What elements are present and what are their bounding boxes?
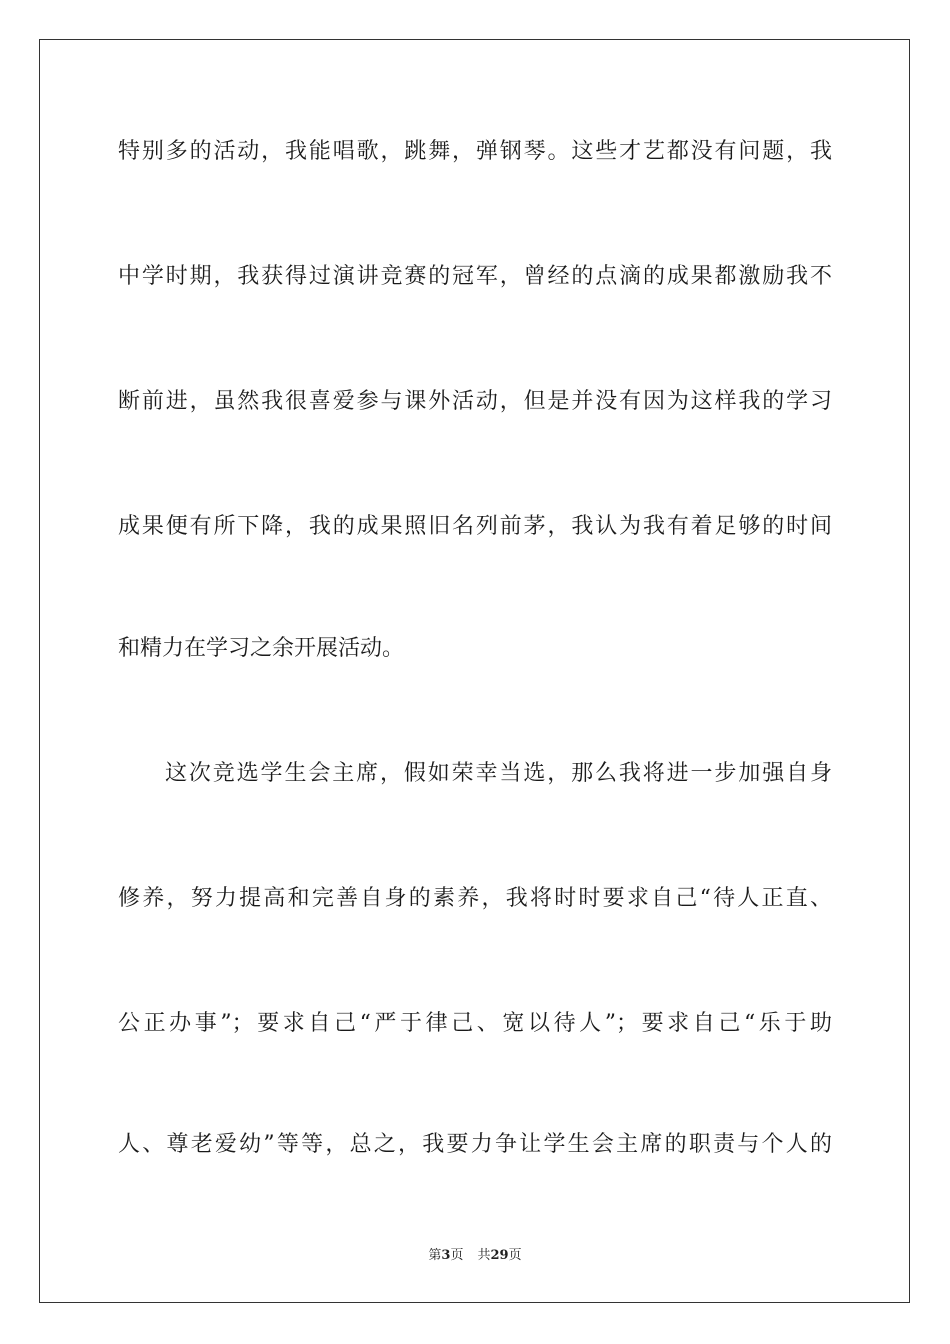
page-number: 3: [441, 1248, 451, 1263]
body-text-line-8: 公正办事”；要求自己“严于律己、宽以待人”；要求自己“乐于助: [118, 1011, 832, 1036]
total-prefix: 共: [477, 1248, 491, 1263]
body-text-line-7: 修养，努力提高和完善自身的素养，我将时时要求自己“待人正直、: [118, 886, 832, 911]
paragraph-2-first-line: 这次竞选学生会主席，假如荣幸当选，那么我将进一步加强自身: [165, 761, 832, 786]
page-footer: [0, 1247, 950, 1265]
body-text-line-1: 特别多的活动，我能唱歌，跳舞，弹钢琴。这些才艺都没有问题，我: [118, 139, 832, 164]
body-text-line-3: 断前进，虽然我很喜爱参与课外活动，但是并没有因为这样我的学习: [118, 389, 832, 414]
total-suffix: 页: [508, 1248, 522, 1263]
body-text-line-9: 人、尊老爱幼”等等，总之，我要力争让学生会主席的职责与个人的: [118, 1132, 832, 1157]
body-text-line-2: 中学时期，我获得过演讲竞赛的冠军，曾经的点滴的成果都激励我不: [118, 264, 832, 289]
total-pages: 29: [490, 1248, 509, 1263]
body-text-line-4: 成果便有所下降，我的成果照旧名列前茅，我认为我有着足够的时间: [118, 514, 832, 539]
body-text-line-5: 和精力在学习之余开展活动。: [118, 636, 405, 661]
page-border: [39, 39, 910, 1303]
page-suffix: 页: [450, 1248, 464, 1263]
page-prefix: 第: [428, 1248, 442, 1263]
